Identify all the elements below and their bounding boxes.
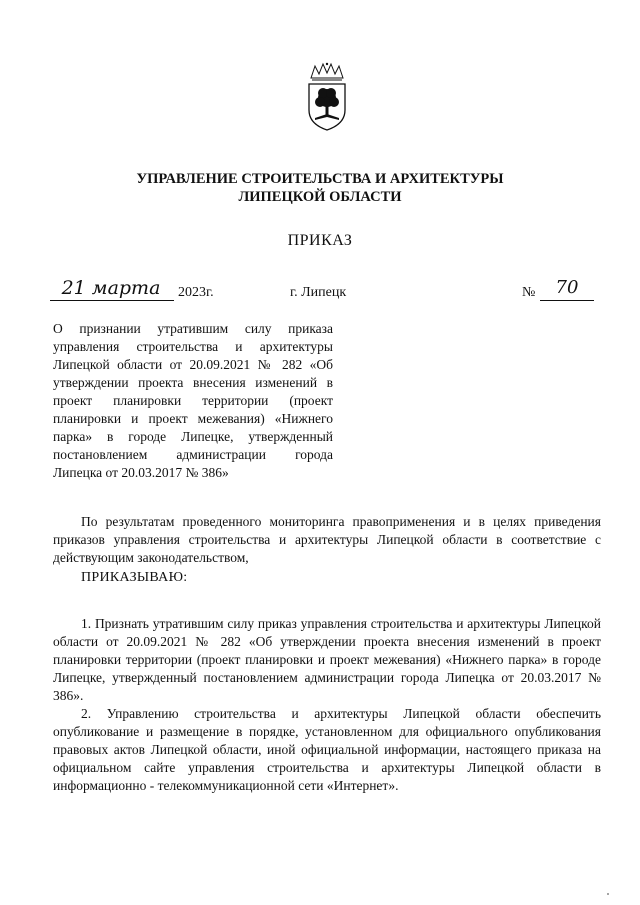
org-line-1: УПРАВЛЕНИЕ СТРОИТЕЛЬСТВА И АРХИТЕКТУРЫ <box>136 171 504 187</box>
organization-name <box>0 170 640 206</box>
preamble-paragraph: По результатам проведенного мониторинга правоприменения и в целях приведения приказов управления строительства и архитектуры Липецкой области в соответствие с действующим законодательством, <box>53 514 601 565</box>
handwritten-number: 70 <box>555 277 579 298</box>
date-number-line <box>50 277 600 307</box>
handwritten-date: 21 марта <box>61 277 161 299</box>
document-type-title: ПРИКАЗ <box>287 232 353 249</box>
page-speck <box>607 893 609 895</box>
number-sign: № <box>522 285 536 300</box>
city-name: г. Липецк <box>290 285 347 300</box>
date-year: 2023г. <box>178 285 214 300</box>
date-underline <box>50 300 174 301</box>
order-word: ПРИКАЗЫВАЮ: <box>81 570 188 585</box>
order-item-2: 2. Управлению строительства и архитектуры Липецкой области обеспечить опубликование и размещение в порядке, установленном для официального опубликования правовых актов Липецкой области, иной официальной информации, настоящего приказа на официальном сайте управления строительства и архитектуры Липецкой области в информационно - телекоммуникационной сети «Интернет». <box>53 706 601 793</box>
coat-of-arms-icon <box>303 62 351 134</box>
order-item-1: 1. Признать утратившим силу приказ управления строительства и архитектуры Липецкой области от 20.09.2021 № 282 «Об утверждении проекта внесения изменений в проект планировки территории (проект планировки и проект межевания) «Нижнего парка» в городе Липецке, утвержденный постановлением администрации города Липецка от 20.03.2017 № 386». <box>53 616 601 703</box>
number-underline <box>540 300 594 301</box>
org-line-2: ЛИПЕЦКОЙ ОБЛАСТИ <box>238 189 402 205</box>
document-subject: О признании утратившим силу приказа управления строительства и архитектуры Липецкой области от 20.09.2021 № 282 «Об утверждении проекта внесения изменений в проект планировки территории (проект планировки и проект межевания) «Нижнего парка» в городе Липецке, утвержденный постановлением администрации города Липецка от 20.03.2017 № 386» <box>53 321 333 480</box>
